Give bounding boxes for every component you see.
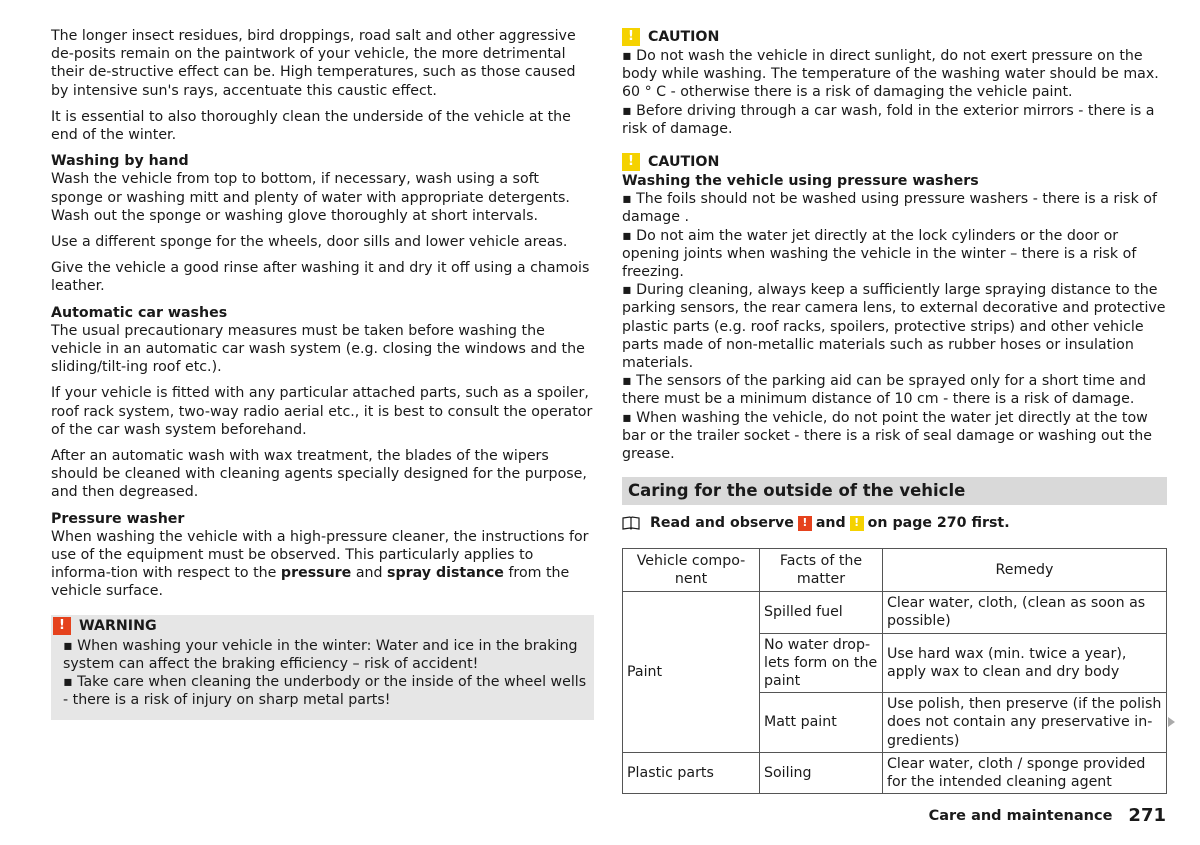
pressure-and: and [355, 565, 383, 582]
caution-icon: ! [850, 516, 864, 531]
table-cell-fact: Soiling [760, 752, 883, 793]
book-icon [622, 516, 640, 530]
attached-parts-paragraph: If your vehicle is fitted with any particular attached parts, such as a spoiler, roof rack system, two-way radio aerial etc., it is best to consult the operator of the car wash system beforehand. [51, 385, 593, 438]
pressure-emphasis: pressure [280, 565, 352, 582]
caution-item-text: The foils should not be washed using pressure washers - there is a risk of damage . [622, 191, 1157, 226]
warning-item-text: Take care when cleaning the underbody or the inside of the wheel wells - there is a risk of injury on sharp metal parts! [63, 674, 587, 709]
caution-item-text: When washing the vehicle, do not point the water jet directly at the tow bar or the trailer socket - there is a risk of seal damage or washing out the grease. [622, 409, 1152, 463]
washing-by-hand-heading: Washing by hand [51, 153, 189, 170]
read-observe-line [622, 513, 1167, 533]
spray-distance-emphasis: spray distance [387, 565, 504, 582]
caution-item-text: The sensors of the parking aid can be sprayed only for a short time and there must be a minimum distance of 10 cm - there is a risk of damage. [622, 373, 1147, 408]
read-observe-prefix: Read and observe [650, 515, 794, 532]
pressure-washer-heading: Pressure washer [51, 510, 185, 527]
caution-item-text: Do not wash the vehicle in direct sunlight, do not exert pressure on the body while washing. The temperature of the washing water should be max. 60 ° C - otherwise there is a risk of damaging the vehicle paint. [622, 48, 1159, 101]
caution-item: ▪ The sensors of the parking aid can be sprayed only for a short time and there must be a minimum distance of 10 cm - there is a risk of damage. [622, 373, 1147, 408]
pressure-washer-block [51, 510, 594, 601]
automatic-car-washes-text: The usual precautionary measures must be taken before washing the vehicle in an automatic car wash system (e.g. closing the windows and the sliding/tilt-ing roof etc.). [51, 322, 585, 376]
table-cell-fact: Spilled fuel [760, 592, 883, 633]
warning-icon: ! [53, 617, 71, 635]
table-cell-component: Paint [623, 592, 760, 753]
cleaning-table [622, 548, 1167, 794]
table-cell-fact: No water drop-lets form on the paint [760, 633, 883, 693]
washing-by-hand-text: Wash the vehicle from top to bottom, if necessary, wash using a soft sponge or washing mitt and plenty of water with appropriate detergents. Wash out the sponge or washing glove thoroughly at short intervals. [51, 171, 570, 224]
pressure-washer-text-end: from the vehicle surface. [51, 565, 570, 600]
caution-item: ▪ When washing the vehicle, do not point the water jet directly at the tow bar or the trailer socket - there is a risk of seal damage or washing out the grease. [622, 409, 1152, 463]
warning-box [51, 615, 594, 720]
automatic-car-washes-heading: Automatic car washes [51, 304, 228, 321]
caution-item: ▪ During cleaning, always keep a sufficiently large spraying distance to the parking sensors, the rear camera lens, to external decorative and protective plastic parts (e.g. roof racks, spoilers, protective strips) and other vehicle parts made of non-metallic materials such as rubber hoses or insulation materials. [622, 282, 1166, 372]
caution-box-1 [622, 27, 1167, 138]
table-cell-remedy: Clear water, cloth, (clean as soon as possible) [883, 592, 1167, 633]
wax-treatment-paragraph: After an automatic wash with wax treatment, the blades of the wipers should be cleaned with cleaning agents specially designed for the purpose, and then degreased. [51, 448, 587, 501]
caution-item-text: Before driving through a car wash, fold in the exterior mirrors - there is a risk of damage. [622, 102, 1155, 137]
underside-paragraph: It is essential to also thoroughly clean the underside of the vehicle at the end of the winter. [51, 108, 571, 144]
warning-item: ▪ When washing your vehicle in the winter: Water and ice in the braking system can affect the braking efficiency – risk of accident! [63, 637, 578, 672]
caution-item: ▪ Do not wash the vehicle in direct sunlight, do not exert pressure on the body while washing. The temperature of the washing water should be max. 60 ° C - otherwise there is a risk of damaging the vehicle paint. [622, 48, 1159, 101]
table-cell-remedy: Clear water, cloth / sponge provided for the intended cleaning agent [883, 752, 1167, 793]
caution-header [622, 27, 1167, 47]
table-header-cell: Facts of the matter [760, 549, 883, 592]
page-footer [929, 805, 1166, 826]
caution-box-2 [622, 152, 1167, 463]
warning-item-text: When washing your vehicle in the winter: Water and ice in the braking system can affect the braking efficiency – risk of accident! [63, 637, 578, 672]
sponge-paragraph: Use a different sponge for the wheels, door sills and lower vehicle areas. [51, 234, 568, 251]
caution-item-text: Do not aim the water jet directly at the lock cylinders or the door or opening joints when washing the vehicle in the winter – there is a risk of freezing. [622, 227, 1137, 281]
warning-item: ▪ Take care when cleaning the underbody or the inside of the wheel wells - there is a risk of injury on sharp metal parts! [63, 674, 587, 709]
caution-icon: ! [622, 28, 640, 46]
automatic-car-washes-block [51, 304, 594, 377]
read-observe-link[interactable]: on page 270 first. [867, 515, 1010, 532]
warning-icon: ! [798, 516, 812, 531]
table-cell-remedy: Use hard wax (min. twice a year), apply wax to clean and dry body [883, 633, 1167, 693]
caution-icon: ! [622, 153, 640, 171]
caution-item: ▪ The foils should not be washed using pressure washers - there is a risk of damage . [622, 191, 1157, 226]
footer-section-label: Care and maintenance [928, 807, 1113, 824]
intro-paragraph: The longer insect residues, bird droppings, road salt and other aggressive de-posits remain on the paintwork of your vehicle, the more detrimental their de-structive effect can be. High temperatures, such as those caused by intensive sun's rays, accentuate this caustic effect. [51, 28, 576, 99]
warning-body [51, 637, 594, 710]
caution-header [622, 152, 1167, 172]
caution-item: ▪ Do not aim the water jet directly at the lock cylinders or the door or opening joints when washing the vehicle in the winter – there is a risk of freezing. [622, 227, 1137, 281]
table-row [623, 592, 1167, 633]
read-observe-and: and [815, 515, 846, 532]
caution-title: CAUTION [648, 153, 720, 170]
table-cell-component: Plastic parts [623, 752, 760, 793]
table-header-cell: Remedy [883, 549, 1167, 592]
page-number: 271 [1128, 805, 1166, 826]
left-column [51, 27, 594, 720]
warning-header [51, 615, 594, 637]
warning-title: WARNING [79, 617, 157, 634]
table-cell-remedy: Use polish, then preserve (if the polish does not contain any preservative in-gredients) [883, 693, 1167, 753]
pressure-washer-text: When washing the vehicle with a high-pressure cleaner, the instructions for use of the equipment must be observed. This particularly applies to informa-tion with respect to the [51, 528, 589, 582]
table-header-cell: Vehicle compo-nent [623, 549, 760, 592]
table-cell-fact: Matt paint [760, 693, 883, 753]
right-column [622, 27, 1167, 794]
section-title: Caring for the outside of the vehicle [622, 477, 1167, 505]
rinse-paragraph: Give the vehicle a good rinse after washing it and dry it off using a chamois leather. [51, 260, 590, 295]
caution-title: CAUTION [648, 28, 720, 45]
caution-item-text: During cleaning, always keep a sufficiently large spraying distance to the parking sensors, the rear camera lens, to external decorative and protective plastic parts (e.g. roof racks, spoilers, protective strips) and other vehicle parts made of non-metallic materials such as rubber hoses or insulation materials. [622, 282, 1166, 372]
washing-by-hand-block [51, 152, 594, 225]
table-row [623, 752, 1167, 793]
caution-item: ▪ Before driving through a car wash, fold in the exterior mirrors - there is a risk of damage. [622, 102, 1155, 137]
continue-arrow-icon [1168, 717, 1175, 727]
table-header-row [623, 549, 1167, 592]
caution-subheading: Washing the vehicle using pressure washers [622, 173, 979, 190]
